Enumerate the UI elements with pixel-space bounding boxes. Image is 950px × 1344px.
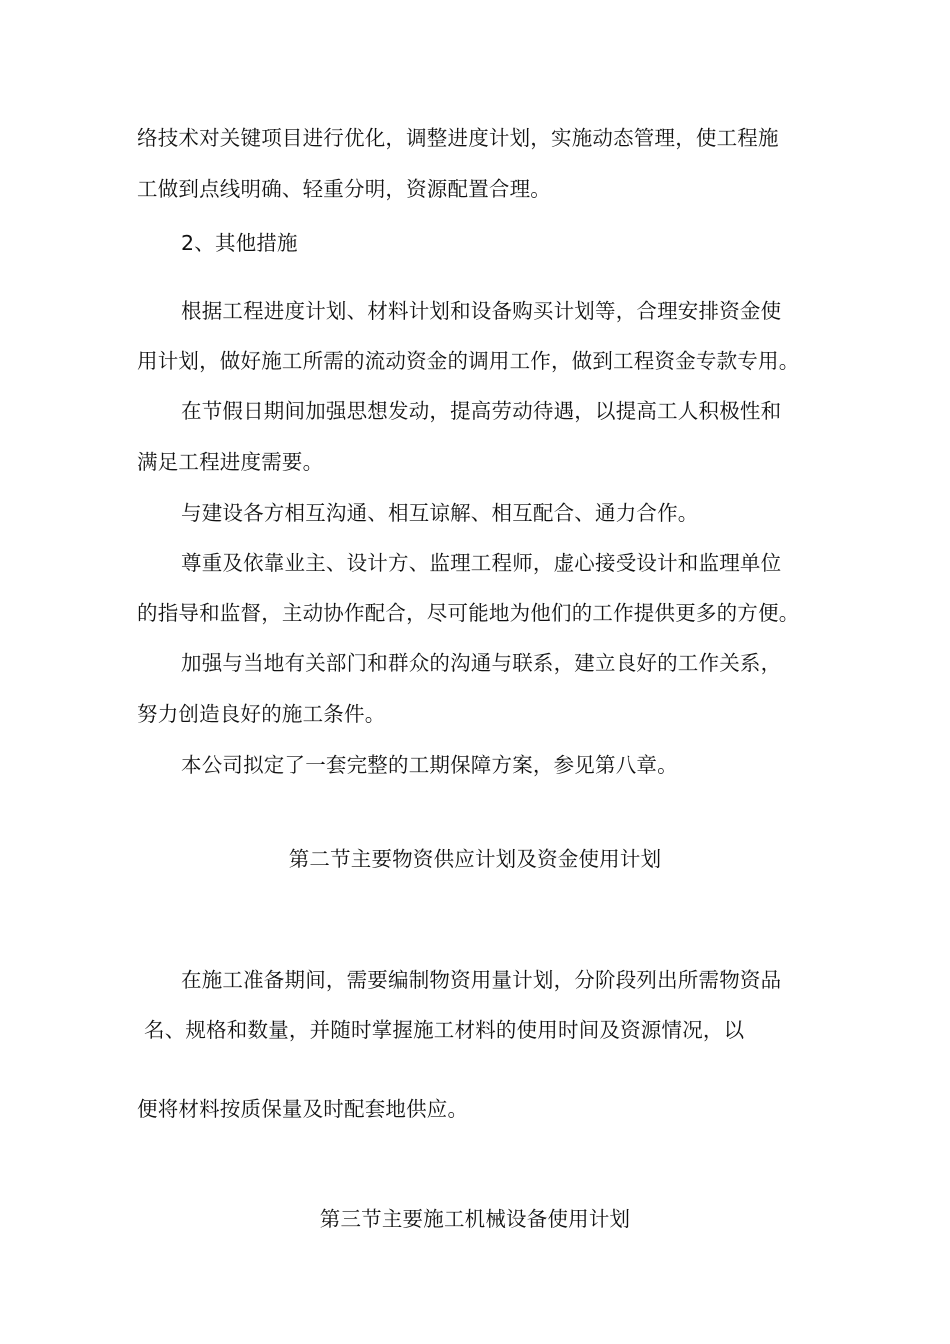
text-line: 的指导和监督，主动协作配合，尽可能地为他们的工作提供更多的方便。 — [137, 601, 800, 625]
text-line: 工做到点线明确、轻重分明，资源配置合理。 — [137, 177, 551, 201]
text-line: 在节假日期间加强思想发动，提高劳动待遇，以提高工人积极性和 — [181, 399, 782, 423]
text-line: 在施工准备期间，需要编制物资用量计划，分阶段列出所需物资品 — [181, 968, 782, 992]
text-line: 努力创造良好的施工条件。 — [137, 702, 386, 726]
text-line: 根据工程进度计划、材料计划和设备购买计划等，合理安排资金使 — [181, 299, 782, 323]
text-line: 本公司拟定了一套完整的工期保障方案，参见第八章。 — [181, 753, 678, 777]
text-line: 便将材料按质保量及时配套地供应。 — [137, 1097, 469, 1121]
text-line: 满足工程进度需要。 — [137, 450, 324, 474]
subsection-heading: 2、其他措施 — [181, 231, 298, 255]
section-heading: 第二节主要物资供应计划及资金使用计划 — [288, 847, 662, 871]
text-line: 与建设各方相互沟通、相互谅解、相互配合、通力合作。 — [181, 501, 699, 525]
text-line: 络技术对关键项目进行优化，调整进度计划，实施动态管理，使工程施 — [137, 126, 779, 150]
section-heading: 第三节主要施工机械设备使用计划 — [319, 1207, 631, 1231]
text-line: 加强与当地有关部门和群众的沟通与联系，建立良好的工作关系， — [181, 651, 782, 675]
text-line: 尊重及依靠业主、设计方、监理工程师，虚心接受设计和监理单位 — [181, 551, 782, 575]
text-line: 名、规格和数量，并随时掌握施工材料的使用时间及资源情况，以 — [144, 1018, 745, 1042]
text-line: 用计划，做好施工所需的流动资金的调用工作，做到工程资金专款专用。 — [137, 349, 800, 373]
